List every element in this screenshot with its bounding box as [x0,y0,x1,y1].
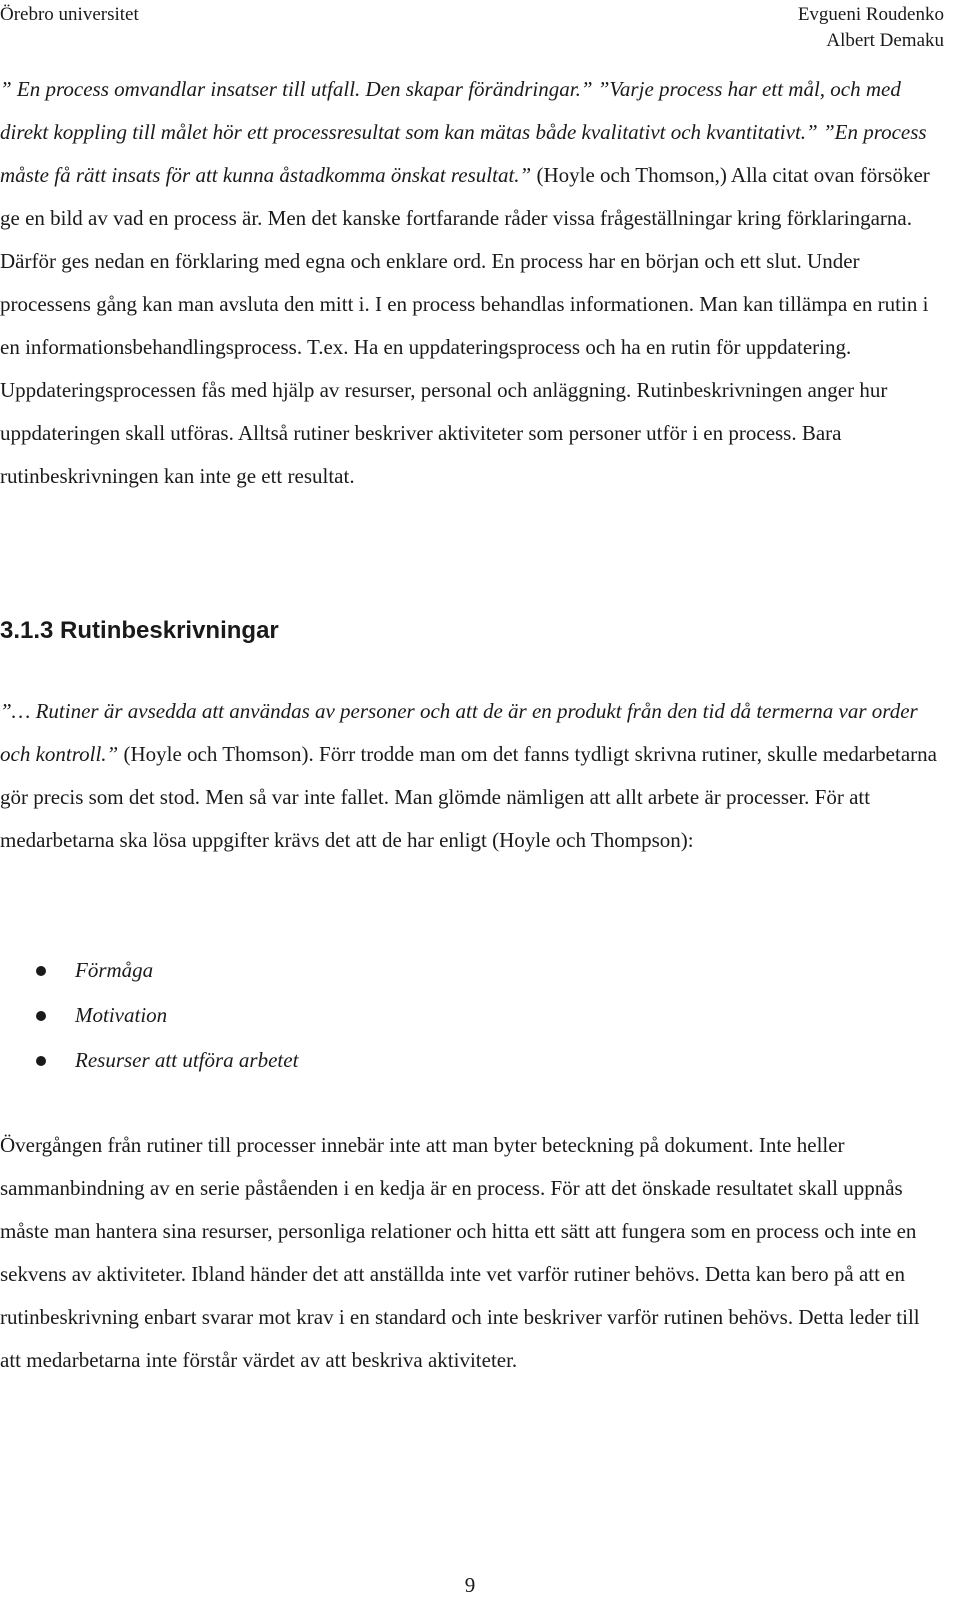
bullet-icon [36,1056,46,1066]
quote-text: ”… Rutiner är avsedda att användas av personer och att de är en produkt från den tid då termerna var order och kontroll.” [0,699,918,766]
list-item-text: Förmåga [75,958,154,982]
author-name: Albert Demaku [826,30,944,51]
bullet-icon [36,966,46,976]
list-item-text: Motivation [75,1003,168,1027]
paragraph-process-definition [0,68,945,498]
list-item [0,993,298,1038]
paragraph-body: (Hoyle och Thomson). Förr trodde man om det fanns tydligt skrivna rutiner, skulle medarbetarna gör precis som det stod. Men så var inte fallet. Man glömde nämligen att allt arbete är processer. För att medarbetarna ska lösa uppgifter krävs det att de har enligt (Hoyle och Thompson): [0,742,937,852]
quote-text: ” En process omvandlar insatser till utfall. Den skapar förändringar.” ”Varje process har ett mål, och med direkt koppling till målet hör ett processresultat som kan mätas både kvalitativt och kvantitativt.” ”En process måste få rätt insats för att kunna åstadkomma önskat resultat.” [0,77,927,187]
list-item [0,1038,298,1083]
section-heading: 3.1.3 Rutinbeskrivningar [0,617,279,644]
bullet-list [0,948,298,1083]
paragraph-routines [0,690,945,862]
header-university: Örebro universitet [0,4,139,25]
list-item [0,948,298,993]
page-number: 9 [464,1573,476,1597]
header-authors [798,2,944,54]
author-name: Evgueni Roudenko [797,4,944,25]
paragraph-body: (Hoyle och Thomson,) Alla citat ovan försöker ge en bild av vad en process är. Men det kanske fortfarande råder vissa frågeställningar kring förklaringarna. Därför ges nedan en förklaring med egna och enklare ord. En process har en början och ett slut. Under processens gång kan man avsluta den mitt i. I en process behandlas informationen. Man kan tillämpa en rutin i en informationsbehandlingsprocess. T.ex. Ha en uppdateringsprocess och ha en rutin för uppdatering. Uppdateringsprocessen fås med hjälp av resurser, personal och anläggning. Rutinbeskrivningen anger hur uppdateringen skall utföras. Alltså rutiner beskriver aktiviteter som personer utför i en process. Bara rutinbeskrivningen kan inte ge ett resultat. [0,163,930,488]
bullet-icon [36,1011,46,1021]
list-item-text: Resurser att utföra arbetet [75,1048,299,1072]
paragraph-transition: Övergången från rutiner till processer innebär inte att man byter beteckning på dokument. Inte heller sammanbindning av en serie påståenden i en kedja är en process. För att det önskade resultatet skall uppnås måste man hantera sina resurser, personliga relationer och hitta ett sätt att fungera som en process och inte en sekvens av aktiviteter. Ibland händer det att anställda inte vet varför rutiner behövs. Detta kan bero på att en rutinbeskrivning enbart svarar mot krav i en standard och inte beskriver varför rutinen behövs. Detta leder till att medarbetarna inte förstår värdet av att beskriva aktiviteter. [0,1133,920,1372]
